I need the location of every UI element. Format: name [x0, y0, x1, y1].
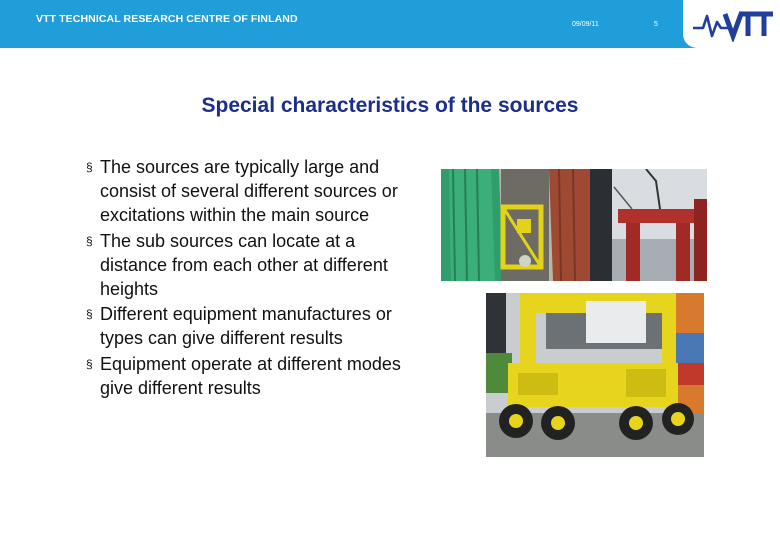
- slide-title: Special characteristics of the sources: [201, 94, 579, 117]
- page-number: 5: [654, 21, 658, 28]
- vtt-logo-icon: [691, 6, 775, 42]
- container-handler-photo: [441, 169, 590, 281]
- bullet-text: The sources are typically large and consist of several different sources or excitations within the main source: [100, 157, 398, 225]
- logo-area: [683, 0, 780, 48]
- bullet-square-icon: §: [86, 356, 93, 371]
- straddle-carrier-photo: [486, 293, 704, 457]
- bullet-text: Equipment operate at different modes give different results: [100, 353, 401, 398]
- header-bar: [0, 0, 780, 48]
- bullet-item: [86, 155, 406, 227]
- bullet-item: [86, 229, 406, 301]
- organization-name: VTT TECHNICAL RESEARCH CENTRE OF FINLAND: [36, 13, 298, 25]
- bullet-item: [86, 352, 406, 400]
- bullet-square-icon: §: [86, 160, 93, 174]
- red-crane-photo: [590, 169, 707, 281]
- slide-date: 09/09/11: [572, 21, 599, 28]
- bullet-text: The sub sources can locate at a distance from each other at different heights: [100, 230, 388, 299]
- bullet-square-icon: §: [86, 307, 93, 321]
- bullet-item: [86, 302, 406, 350]
- bullet-square-icon: §: [86, 233, 93, 248]
- bullet-list: [86, 155, 406, 401]
- bullet-text: Different equipment manufactures or types can give different results: [100, 304, 392, 348]
